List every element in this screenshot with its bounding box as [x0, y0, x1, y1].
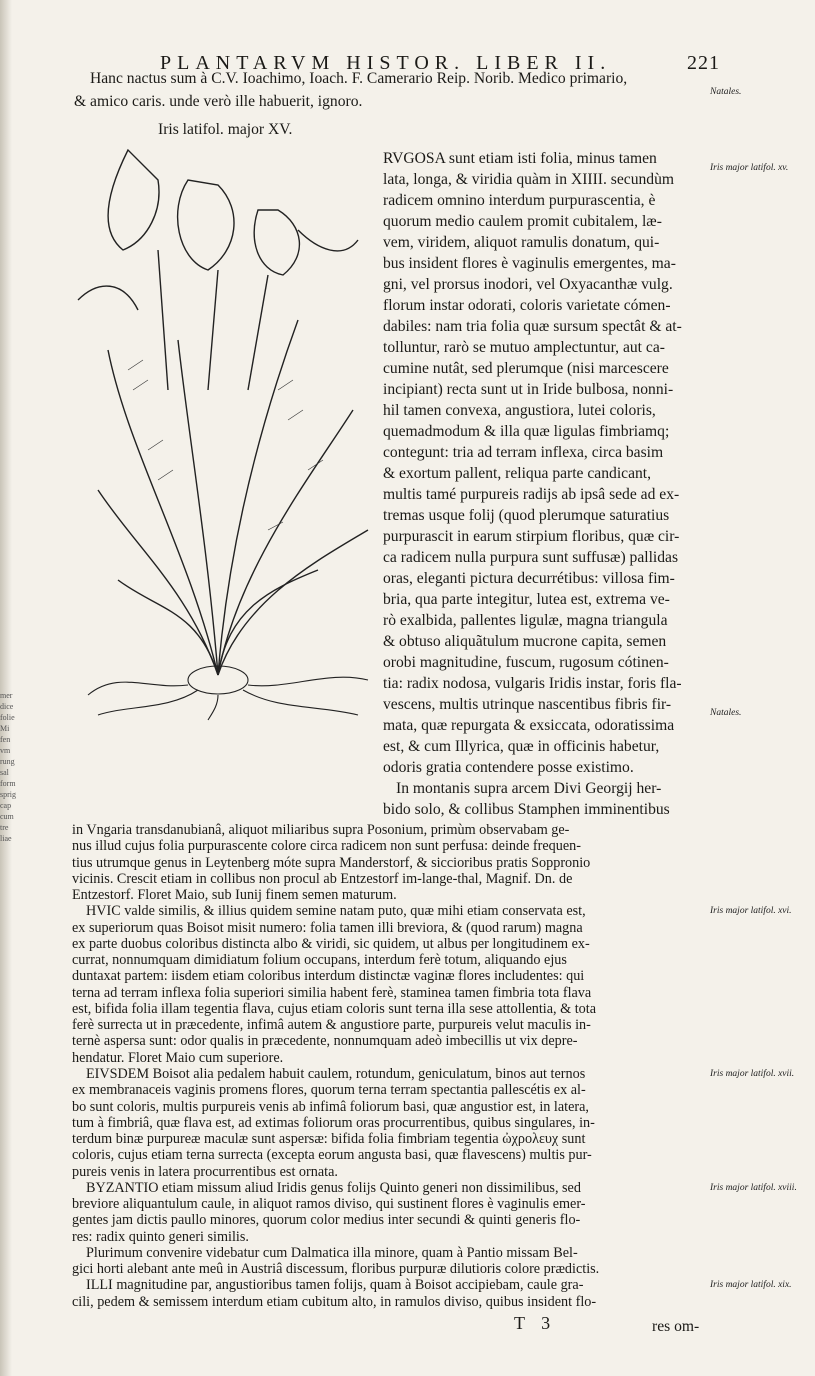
marginal-note: Iris major latifol. xvi.	[710, 906, 792, 917]
body-line: gentes jam dictis paullo minores, quorum color medius inter secundi & quinti generis flo-	[72, 1212, 581, 1229]
body-line: bido solo, & collibus Stamphen imminentibus	[383, 801, 670, 818]
body-line: cumine nutât, sed plerumque (nisi marcescere	[383, 360, 669, 377]
body-line: hil tamen convexa, angustiora, lutei coloris,	[383, 402, 656, 419]
marginal-note: Iris major latifol. xix.	[710, 1280, 792, 1291]
body-line: Entzestorf. Floret Maio, sub Iunij finem semen maturum.	[72, 887, 397, 904]
marginal-note: Iris major latifol. xv.	[710, 163, 789, 173]
body-line: dabiles: nam tria folia quæ sursum spectât & at-	[383, 318, 682, 335]
body-line: bus insident flores è vaginulis emergentes, ma-	[383, 255, 676, 272]
body-line: RVGOSA sunt etiam isti folia, minus tamen	[383, 150, 657, 167]
body-line: florum instar odorati, coloris varietate cómen-	[383, 297, 671, 314]
body-line: bo sunt coloris, multis purpureis venis ab infimâ foliorum basi, quæ angustior est, in latera,	[72, 1098, 589, 1115]
body-line: lata, longa, & viridia quàm in XIIII. secundùm	[383, 171, 675, 188]
body-line: bria, qua parte integitur, lutea est, extrema ve-	[383, 591, 670, 608]
marginal-note: Natales.	[710, 87, 742, 97]
body-line: purpurascit in earum stirpium floribus, quæ cir-	[383, 528, 680, 545]
body-line: pureis venis in latera procurrentibus est ornata.	[72, 1163, 338, 1180]
body-line: radicem omnino interdum purpurascentia, è	[383, 192, 656, 209]
body-line: tum à fimbriâ, quæ flava est, ad extimas foliorum oras procurrentibus, quibus singulares, in-	[72, 1114, 595, 1131]
body-line: tia: radix nodosa, vulgaris Iridis instar, foris fla-	[383, 675, 682, 692]
body-line: gni, vel prorsus inodori, vel Oxyacanthæ vulg.	[383, 276, 673, 293]
body-line: orobi magnitudine, fuscum, rugosum cótinen-	[383, 654, 669, 671]
body-line: ex membranaceis vaginis promens flores, quorum terna terram spectantia pallescétis ex al-	[72, 1082, 586, 1099]
marginal-note: Iris major latifol. xvii.	[710, 1069, 795, 1079]
body-line: ternè aspersa sunt: odor qualis in præcedente, nonnumquam adeò imbecillis ut vix depre-	[72, 1033, 578, 1050]
body-line: ex parte duobus coloribus distincta albo & viridi, sic quidem, ut albus per longitudinem ex-	[72, 935, 590, 952]
intro-line: & amico caris. unde verò ille habuerit, ignoro.	[74, 93, 363, 110]
intro-line: Hanc nactus sum à C.V. Ioachimo, Ioach. F. Camerario Reip. Norib. Medico primario,	[90, 70, 628, 87]
body-line: ca radicem nulla purpura sunt suffusæ) pallidas	[383, 549, 679, 566]
body-line: breviore aliquantulum caule, in aliquot ramos diviso, qui sustinent flores è vaginulis emer-	[72, 1196, 586, 1213]
body-line: HVIC valde similis, & illius quidem semine natam puto, quæ mihi etiam conservata est,	[86, 903, 586, 920]
body-line: tolluntur, rarò se mutuo amplectuntur, aut ca-	[383, 339, 665, 356]
catchword: res om-	[652, 1318, 700, 1335]
body-line: terna ad terram inflexa folia superiori similia habent ferè, staminea tamen fimbria tota flava	[72, 984, 592, 1001]
body-line: multis tamé purpureis radijs ab ipsâ sede ad ex-	[383, 486, 680, 503]
iris-plant-woodcut-icon	[68, 150, 373, 720]
body-line: oras, eleganti pictura decurrétibus: villosa fim-	[383, 570, 675, 587]
body-line: tremas usque folij (quod plerumque saturatius	[383, 507, 670, 524]
running-title: PLANTARVM HISTOR. LIBER II.	[160, 52, 612, 74]
body-line: terdum binæ purpureæ maculæ sunt aspersæ: bifida folia fimbriam tegentia ὠχρολευχ sunt	[72, 1131, 586, 1148]
body-line: incipiant) recta sunt ut in Iride bulbosa, nonni-	[383, 381, 674, 398]
page-edge-shadow	[0, 0, 16, 1376]
body-line: nus illud cujus folia purpurascente colore circa radicem non sunt perfusa: deinde frequen-	[72, 838, 581, 855]
body-line: quorum medio caulem promit cubitalem, læ-	[383, 213, 662, 230]
folio-number: 221	[687, 52, 720, 74]
body-line: vem, viridem, aliquot ramulis donatum, qui-	[383, 234, 660, 251]
body-line: BYZANTIO etiam missum aliud Iridis genus folijs Quinto generi non dissimilibus, sed	[86, 1179, 581, 1196]
body-line: In montanis supra arcem Divi Georgij her-	[396, 780, 662, 797]
body-line: coloris, cujus etiam terna surrecta (excepta eorum angusta basi, quæ flavescens) multis pur-	[72, 1147, 592, 1164]
body-line: est, bifida folia illam tegentia flava, cujus etiam coloris sunt terna illa sese attollentia, & tota	[72, 1000, 596, 1017]
marginal-note: Iris major latifol. xviii.	[710, 1182, 797, 1193]
body-line: EIVSDEM Boisot alia pedalem habuit caulem, rotundum, geniculatum, binos aut ternos	[86, 1066, 586, 1082]
signature-mark: T 3	[514, 1313, 557, 1333]
body-line: in Vngaria transdanubianâ, aliquot miliaribus supra Posonium, primùm observabam ge-	[72, 822, 570, 838]
body-line: duntaxat partem: iisdem etiam coloribus interdum distinctæ vaginæ flores includentes: qui	[72, 968, 585, 985]
body-line: contegunt: tria ad terram inflexa, circa basim	[383, 444, 664, 461]
body-line: Plurimum convenire videbatur cum Dalmatica illa minore, quam à Pantio missam Bel-	[86, 1244, 578, 1261]
body-line: mata, quæ repurgata & exsiccata, odoratissima	[383, 717, 675, 734]
body-line: & exortum pallent, reliqua parte candicant,	[383, 465, 652, 482]
body-line: ferè surrecta ut in præcedente, infimâ autem & angustiore parte, purpureis velut maculis in-	[72, 1017, 591, 1034]
body-line: gici horti alebant ante meû in Austriâ discessum, floribus purpuræ dilutioris colore prædictis.	[72, 1261, 600, 1278]
body-line: currat, nonnumquam dimidiatum folium occupans, interdum ferè totum, aliquando ejus	[72, 952, 567, 969]
body-line: hendatur. Floret Maio cum superiore.	[72, 1049, 284, 1066]
body-line: vicinis. Crescit etiam in collibus non procul ab Entzestorf im-lange-thal, Magnif. Dn. de	[72, 870, 573, 887]
body-line: ex superiorum quas Boisot misit numero: folia tamen illi breviora, & (quod rarum) magna	[72, 919, 583, 936]
body-line: odoris gratia contendere posse existimo.	[383, 759, 634, 776]
body-line: rò exalbida, pallentes ligulæ, magna triangula	[383, 612, 668, 629]
body-line: est, & cum Illyrica, quæ in officinis habetur,	[383, 738, 660, 755]
figure-caption: Iris latifol. major XV.	[158, 121, 293, 138]
body-line: tius utrumque genus in Leytenberg móte supra Manderstorf, & siccioribus pratis Soppronio	[72, 854, 591, 871]
body-line: quemadmodum & illa quæ ligulas fimbriamq;	[383, 423, 670, 440]
body-line: ILLI magnitudine par, angustioribus tamen folijs, quam à Boisot accipiebam, caule gra-	[86, 1277, 584, 1294]
body-line: cili, pedem & semissem interdum etiam cubitum alto, in ramulos diviso, quibus insident flo-	[72, 1293, 597, 1310]
body-line: & obtuso aliquãtulum mucrone capita, semen	[383, 633, 667, 650]
facing-page-bleed: mer dice folie Mi fen vm rung sal form sprig cap cum tre liae	[0, 691, 16, 843]
marginal-note: Natales.	[710, 708, 742, 718]
body-line: res: radix quinto generi similis.	[72, 1228, 249, 1245]
body-line: vescens, multis utrinque nascentibus fibris fir-	[383, 696, 672, 713]
